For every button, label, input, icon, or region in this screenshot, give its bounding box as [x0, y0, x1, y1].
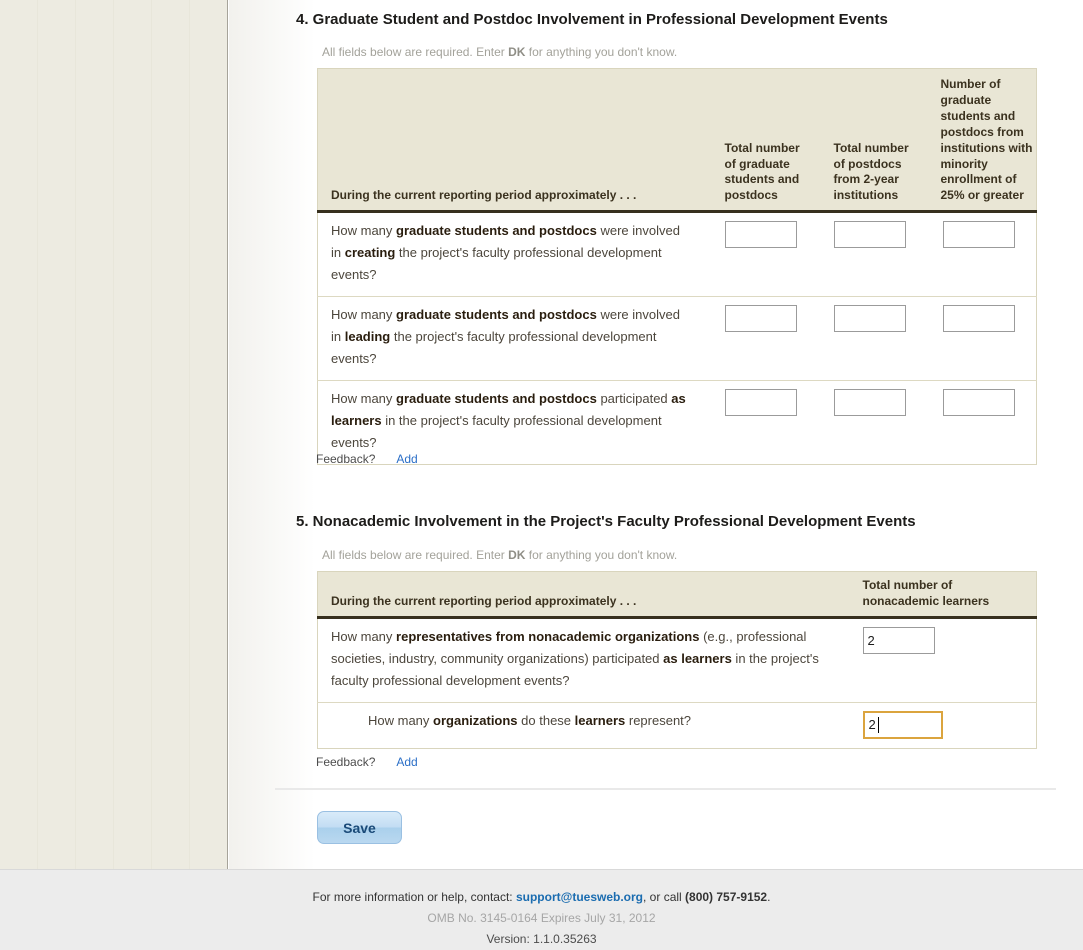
- feedback-label: Feedback?: [316, 755, 376, 769]
- table-header-row: [318, 572, 1037, 618]
- input-organizations-count-focused[interactable]: [863, 711, 943, 739]
- required-note-text: All fields below are required. Enter: [322, 548, 509, 562]
- table-header-row: [318, 69, 1037, 212]
- question-bold: as learners: [331, 391, 686, 428]
- question-bold: creating: [344, 245, 396, 260]
- input-leading-postdocs-2year[interactable]: [834, 305, 906, 332]
- required-note-dk: DK: [508, 548, 526, 562]
- question-nonacademic-reps: [318, 617, 852, 702]
- column-header-total-grad-postdocs: Total number of graduate students and postdocs: [718, 69, 827, 212]
- question-text: were involved in: [331, 307, 680, 344]
- question-organizations: [318, 702, 852, 748]
- nonacademic-involvement-table: [317, 571, 1037, 749]
- column-header-minority-enrollment: Number of graduate students and postdocs from institutions with minority enrollment of 25% or greater: [936, 69, 1037, 212]
- question-text: How many: [331, 223, 397, 238]
- question-creating: [318, 212, 718, 297]
- input-creating-total-grad-postdocs[interactable]: [725, 221, 797, 248]
- section-4-heading: 4. Graduate Student and Postdoc Involvement in Professional Development Events: [296, 11, 888, 28]
- column-header-postdocs-2year: Total number of postdocs from 2-year institutions: [827, 69, 936, 212]
- question-bold: graduate students and postdocs: [396, 391, 597, 406]
- footer-help-line: [0, 890, 1083, 904]
- left-sidebar-panel: [0, 0, 228, 869]
- section-5-heading: 5. Nonacademic Involvement in the Project's Faculty Professional Development Events: [296, 513, 916, 530]
- input-leading-total-grad-postdocs[interactable]: [725, 305, 797, 332]
- input-creating-minority-enrollment[interactable]: [943, 221, 1015, 248]
- table-row-organizations: [318, 702, 1037, 748]
- question-text: were involved in: [331, 223, 680, 260]
- question-bold: as learners: [663, 650, 732, 666]
- footer-version-line: Version: 1.1.0.35263: [486, 932, 597, 946]
- input-learners-postdocs-2year[interactable]: [834, 389, 906, 416]
- feedback-row-section5: [316, 755, 418, 769]
- feedback-label: Feedback?: [316, 452, 376, 466]
- section-4-required-note: [322, 45, 677, 59]
- question-bold: learners: [574, 712, 626, 728]
- question-text: How many: [331, 391, 397, 406]
- question-bold: representatives from nonacademic organizations: [396, 628, 700, 644]
- input-nonacademic-learners-total[interactable]: [863, 627, 935, 654]
- horizontal-divider: [275, 788, 1056, 790]
- question-text: How many: [368, 712, 434, 728]
- input-learners-total-grad-postdocs[interactable]: [725, 389, 797, 416]
- feedback-add-link[interactable]: Add: [396, 755, 418, 769]
- column-header-reporting-period: During the current reporting period approximately . . .: [318, 572, 852, 618]
- table-row-nonacademic-reps: [318, 617, 1037, 702]
- input-creating-postdocs-2year[interactable]: [834, 221, 906, 248]
- table-row-creating: [318, 212, 1037, 297]
- question-text: the project's faculty professional development events?: [331, 245, 662, 282]
- text-cursor: [878, 717, 879, 733]
- question-leading: [318, 297, 718, 381]
- question-text: do these: [517, 712, 575, 728]
- footer-help-text: For more information or help, contact:: [312, 890, 516, 904]
- question-bold: graduate students and postdocs: [396, 307, 597, 322]
- question-text: (e.g., professional societies, industry, community organizations) participated: [331, 628, 807, 666]
- feedback-add-link[interactable]: Add: [396, 452, 418, 466]
- required-note-text: All fields below are required. Enter: [322, 45, 509, 59]
- footer-help-text: .: [767, 890, 771, 904]
- footer-help-text: , or call: [643, 890, 686, 904]
- question-text: How many: [331, 307, 397, 322]
- support-phone: (800) 757-9152: [685, 890, 768, 904]
- required-note-text: for anything you don't know.: [525, 548, 678, 562]
- page-footer: [0, 869, 1083, 950]
- support-email-link[interactable]: support@tuesweb.org: [515, 890, 644, 904]
- input-learners-minority-enrollment[interactable]: [943, 389, 1015, 416]
- section-5-required-note: [322, 548, 677, 562]
- question-text: in the project's faculty professional development events?: [331, 413, 662, 450]
- grad-postdoc-involvement-table: [317, 68, 1037, 465]
- content-left-shadow: [229, 0, 315, 869]
- required-note-dk: DK: [508, 45, 526, 59]
- question-bold: organizations: [433, 712, 518, 728]
- table-row-learners: [318, 381, 1037, 465]
- input-leading-minority-enrollment[interactable]: [943, 305, 1015, 332]
- table-row-leading: [318, 297, 1037, 381]
- save-button[interactable]: Save: [317, 811, 402, 844]
- question-bold: graduate students and postdocs: [396, 223, 597, 238]
- required-note-text: for anything you don't know.: [525, 45, 678, 59]
- feedback-row-section4: [316, 452, 418, 466]
- question-text: participated: [596, 391, 672, 406]
- footer-omb-line: OMB No. 3145-0164 Expires July 31, 2012: [427, 911, 656, 925]
- question-text: in the project's faculty professional development events?: [331, 650, 819, 688]
- question-text: the project's faculty professional development events?: [331, 329, 657, 366]
- question-bold: leading: [344, 329, 391, 344]
- question-text: represent?: [625, 712, 692, 728]
- column-header-nonacademic-learners: Total number of nonacademic learners: [852, 572, 1037, 618]
- question-text: How many: [331, 628, 397, 644]
- column-header-reporting-period: During the current reporting period approximately . . .: [318, 69, 718, 212]
